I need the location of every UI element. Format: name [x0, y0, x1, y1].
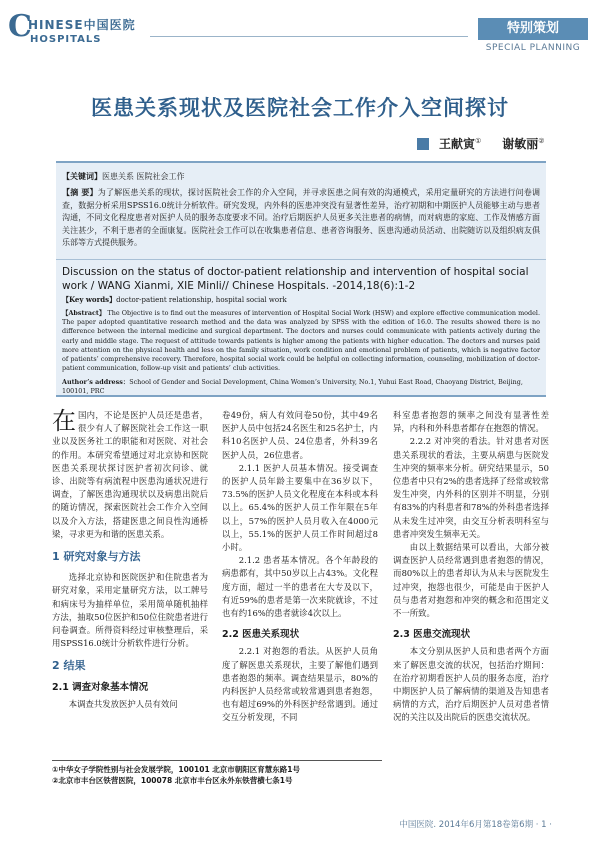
subsection-2-3: 2.3 医患交流现状 — [393, 629, 471, 641]
col3-paragraph-3: 由以上数据结果可以看出，大部分被调查医护人员经常遇到患者抱怨的情况，而80%以上的患者却认为从未与医院发生过冲突，抱怨也很少，可能是由于医护人员与患者对抱怨和冲突的概念和范围定义不一所致。 — [393, 542, 549, 619]
article-title: 医患关系现状及医院社会工作介入空间探讨 — [91, 96, 509, 120]
author-line: 王献寅① 谢敏丽② — [417, 135, 544, 152]
intro-paragraph: 在国内，不论是医护人员还是患者，很少有人了解医院社会工作这一职业以及医务社工的职能和对医院、对社会的作用。本研究希望通过对北京协和医院医患关系现状探讨医护者初次问诊、就诊、出院等有病流程中医患沟通状况进行调查，了解医患沟通现状以及病患出院后的随访情况，探索医院社会工作介入空间以及介入方法，搭建医患之间良性沟通桥梁，寻求更为和谐的医患关系。 — [52, 407, 208, 539]
col2-paragraph-1: 卷49份，病人有效问卷50份，其中49名医护人员中包括24名医生和25名护士，内科10名医护人员、24位患者，外科39名医护人员，26位患者。 — [222, 410, 378, 460]
keywords-en: 【Key words】doctor-patient relationship, hospital social work — [62, 295, 287, 304]
subsection-2-1: 2.1 调查对象基本情况 — [52, 681, 149, 693]
logo-text-bottom: HOSPITALS — [30, 34, 102, 45]
footnote-rule — [52, 760, 382, 761]
col2-paragraph-3: 2.1.2 患者基本情况。各个年龄段的病患都有，其中50岁以上占43%。文化程度方面，超过一半的患者在大专及以下，有近59%的患者是第一次来院就诊，不过也有约16%的患者就诊4次以上。 — [222, 555, 378, 619]
logo-text-top: HINESE中国医院 — [28, 18, 136, 32]
page-footer: 中国医院. 2014年6月第18卷第6期 · 1 · — [399, 820, 552, 830]
header-rule — [150, 36, 468, 37]
author-marker-icon — [417, 138, 429, 150]
author-2: 谢敏丽 — [502, 137, 539, 151]
section-heading-1: 1 研究对象与方法 — [52, 550, 141, 564]
col3-paragraph-1: 科室患者抱怨的频率之间没有显著性差异，内科和外科患者都存在抱怨的情况。 — [393, 410, 549, 434]
keywords-cn: 【关键词】医患关系 医院社会工作 — [62, 171, 185, 181]
english-title: Discussion on the status of doctor-patient relationship and intervention of hospital social work / WANG Xianmi, XIE Minli// Chinese Hospitals. -2014,18(6):1-2 — [62, 266, 529, 292]
section-tab: 特别策划 — [478, 18, 588, 40]
col3-paragraph-2: 2.2.2 对冲突的看法。针对患者对医患关系现状的看法，主要从病患与医院发生冲突的频率来分析。研究结果显示，50位患者中只有2%的患者选择了经常或较常发生冲突，内外科的区别并不明显，分别有83%的内科患者和78%的外科患者选择从未发生过冲突，由交互分析表明科室与患者冲突发生频率无关。 — [393, 436, 549, 539]
page-header — [0, 0, 600, 58]
col2-paragraph-2: 2.1.1 医护人员基本情况。接受调查的医护人员年龄主要集中在36岁以下，73.5%的医护人员文化程度在本科或本科以上。65.4%的医护人员工作年限在5年以上，57%的医护人员月收入在4000元以上，55.1%的医护人员工作时间超过8小时。 — [222, 462, 378, 553]
body-column-1 — [52, 409, 208, 711]
body-column-3 — [393, 409, 549, 725]
subsection-2-1-paragraph: 本调查共发放医护人员有效问 — [68, 698, 178, 709]
drop-cap: 在 — [52, 407, 76, 435]
subsection-2-2: 2.2 医患关系现状 — [222, 629, 300, 641]
body-column-2 — [222, 409, 378, 725]
abstract-divider — [56, 259, 546, 260]
journal-logo — [8, 10, 143, 50]
footnote-1: ①中华女子学院性别与社会发展学院，100101 北京市朝阳区育慧东路1号 — [52, 765, 300, 774]
section-tab-en: SPECIAL PLANNING — [485, 43, 581, 53]
abstract-box — [56, 161, 546, 397]
author-1: 王献寅 — [439, 137, 476, 151]
logo-letter: C — [8, 9, 32, 44]
section-1-paragraph: 选择北京协和医院医护和住院患者为研究对象，采用定量研究方法，以工牌号和病床号为抽样单位，采用简单随机抽样方法，抽取50位医护和50位住院患者进行问卷调查。所得资料经过审核整理后，采用SPSS16.0统计分析软件进行分析。 — [52, 572, 208, 649]
col3-paragraph-4: 本文分别从医护人员和患者两个方面来了解医患交流的状况，包括治疗期间：在治疗初期看医护人员的服务态度，治疗中期医护人员了解病情的渠道及告知患者病情的方式，治疗后期医护人员对患者情况的关注以及出院后的医患交流状况。 — [393, 646, 549, 723]
author-address: Author’s address：School of Gender and Social Development, China Women’s University, No.1, Yuhui East Road, Chaoyang District, Beijing, 100101, PRC — [62, 378, 523, 395]
col2-paragraph-4: 2.2.1 对抱怨的看法。从医护人员角度了解医患关系现状，主要了解他们遇到患者抱怨的频率。调查结果显示，80%的内科医护人员经常或较常遇到患者抱怨，也有超过69%的外科医护经常遇到。通过交互分析发现，不同 — [222, 646, 378, 723]
abstract-en: 【Abstract】 The Objective is to find out the measures of intervention of Hospital Social Work (HSW) and explore effective communication model. The paper adopted quantitative research method and the data was analyzed by SPSS with the edition of 16.0. The results showed there is no difference between the internal medicine and surgical department. The doctors and nurses could communicate with patients actively during the early and middle stage. The request of attitude towards patients is higher among the patients with higher education. The doctors and nurses paid more attention on the physical health and less on the family situation, work condition and emotional problem of patients, which is negative factor of patients’ comprehensive recovery. Therefore, hospital social work could be helpful on collecting information, counseling, mobilization of doctor-patient communication, follow-up visit and patients’ club activities. — [62, 309, 540, 373]
footnote-2: ②北京市丰台区铁营医院，100078 北京市丰台区永外东铁营横七条1号 — [52, 776, 293, 785]
abstract-cn: 【摘 要】为了解医患关系的现状，探讨医院社会工作的介入空间，并寻求医患之间有效的沟通模式，采用定量研究的方法进行问卷调查，数据分析采用SPSS16.0统计分析软件。研究发现，内外科的医患冲突没有显著性差异，治疗初期和中期医护人员能够主动与患者沟通，不同文化程度患者对医护人员的服务态度要求不同。治疗后期医护人员更多关注患者的病情，而对病患的家庭、工作及情感方面关注甚少，不利于患者的全面康复。医院社会工作可以在收集患者信息、患者咨询服务、医患沟通动员活动、出院随访以及组织病友俱乐部等方式提供服务。 — [62, 187, 540, 248]
section-heading-2: 2 结果 — [52, 659, 86, 673]
